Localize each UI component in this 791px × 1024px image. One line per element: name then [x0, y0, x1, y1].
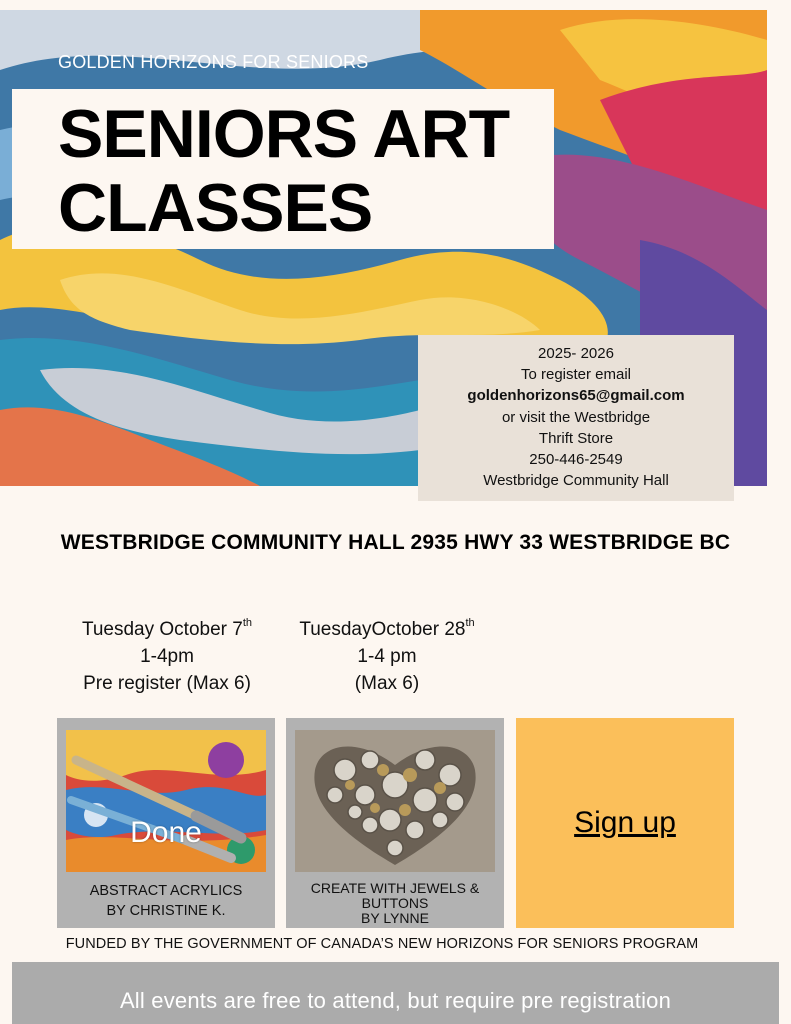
title-box: [12, 89, 554, 249]
card-1-line1: ABSTRACT ACRYLICS: [89, 883, 243, 899]
date-1-suffix: th: [242, 617, 253, 629]
class-card-acrylics: [57, 718, 275, 928]
date-1-day: Tuesday October 7: [81, 619, 243, 640]
card-2-line3: BY LYNNE: [361, 910, 429, 926]
class-card-jewels-label: [286, 881, 504, 926]
status-done-overlay: Done: [130, 816, 202, 849]
card-2-line1: CREATE WITH JEWELS &: [310, 880, 480, 896]
card-2-line2: BUTTONS: [361, 895, 429, 911]
date-2-day: TuesdayOctober 28: [299, 619, 466, 640]
info-phone: 250-446-2549: [529, 451, 623, 469]
class-date-2: [282, 610, 492, 697]
class-card-jewels: [286, 718, 504, 928]
page-title-line1: SENIORS ART: [58, 96, 510, 172]
info-visit-text: or visit the Westbridge: [501, 408, 651, 426]
date-1-note: Pre register (Max 6): [83, 673, 251, 694]
info-year: 2025- 2026: [538, 345, 614, 362]
paintbrushes-image: [66, 730, 266, 872]
footer-text: All events are free to attend, but require pre registration: [119, 988, 672, 1013]
registration-info-box: [418, 335, 734, 501]
footer-banner: [12, 962, 779, 1024]
date-2-suffix: th: [465, 617, 475, 629]
organization-name: GOLDEN HORIZONS FOR SENIORS: [58, 52, 369, 72]
class-date-1: [62, 610, 272, 697]
date-1-time: 1-4pm: [140, 646, 194, 667]
info-store: Thrift Store: [538, 429, 614, 447]
info-email-link[interactable]: goldenhorizons65@gmail.com: [467, 387, 685, 405]
date-2-time: 1-4 pm: [357, 646, 417, 667]
buttons-heart-image: [295, 730, 495, 872]
funding-notice: FUNDED BY THE GOVERNMENT OF CANADA’S NEW HORIZONS FOR SENIORS PROGRAM: [65, 936, 699, 952]
info-hall: Westbridge Community Hall: [483, 472, 669, 490]
class-card-acrylics-label: [57, 881, 275, 921]
venue-address: WESTBRIDGE COMMUNITY HALL 2935 HWY 33 WESTBRIDGE BC: [60, 531, 731, 554]
date-2-note: (Max 6): [354, 673, 420, 694]
card-1-line2: BY CHRISTINE K.: [106, 903, 226, 919]
info-register-text: To register email: [520, 366, 632, 384]
page-title-line2: CLASSES: [58, 170, 373, 246]
sign-up-button[interactable]: Sign up: [516, 718, 734, 928]
